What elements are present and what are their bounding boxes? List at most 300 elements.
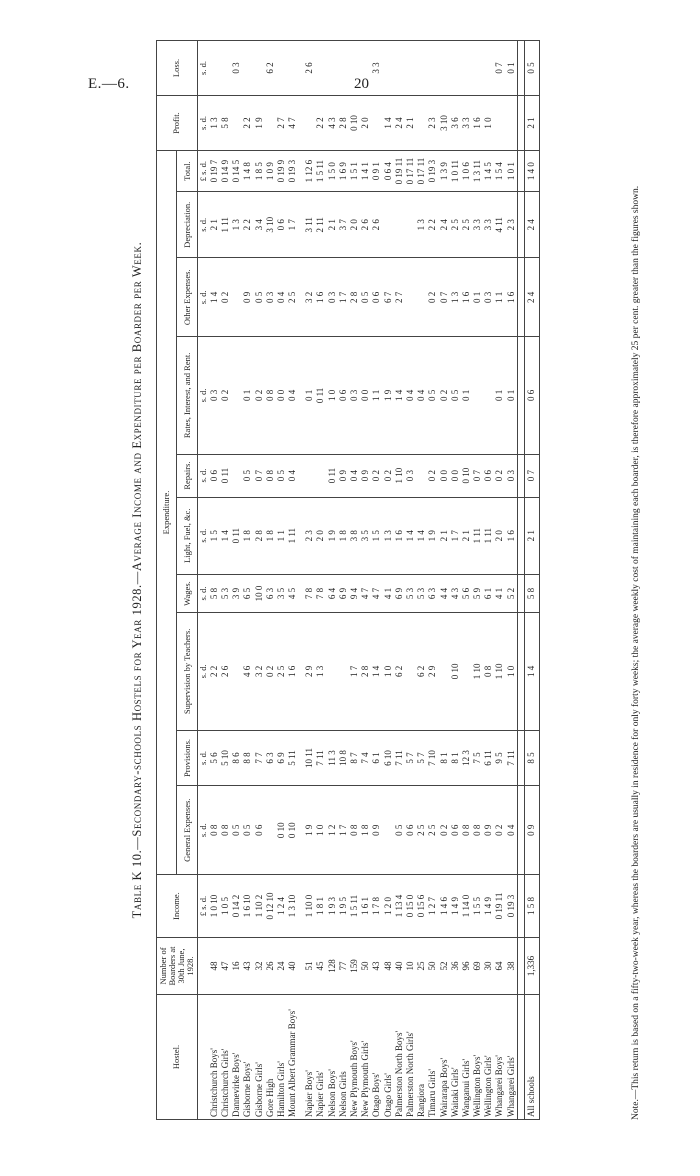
table-cell: 2 5 <box>461 192 472 258</box>
table-cell: 0 6 <box>209 454 220 497</box>
col-repairs: Repairs. <box>177 454 197 497</box>
table-cell: 1 1 <box>372 337 383 454</box>
table-cell: 1 10 <box>495 613 506 730</box>
table-cell: 1 9 <box>383 337 394 454</box>
table-cell: 1 13 4 <box>394 875 405 938</box>
table-cell: 1 6 <box>461 258 472 337</box>
units-row <box>197 41 209 1120</box>
col-total: Total. <box>177 151 197 192</box>
table-row <box>483 41 494 1120</box>
row-label: Napier Boys' <box>304 995 315 1120</box>
table-cell: 1 14 0 <box>461 875 472 938</box>
table-cell <box>416 96 427 151</box>
table-cell: 0 17 11 <box>416 151 427 192</box>
table-cell <box>265 786 276 875</box>
table-cell: 3 2 <box>254 613 265 730</box>
table-cell <box>327 41 338 96</box>
table-cell: 8 6 <box>231 730 242 786</box>
table-cell: 1 4 9 <box>483 875 494 938</box>
table-cell: 0 2 <box>427 258 438 337</box>
table-cell: 6 2 <box>416 613 427 730</box>
row-label: Wairarapa Boys' <box>439 995 450 1120</box>
table-cell: 2 2 <box>242 192 253 258</box>
table-cell: 6 3 <box>427 574 438 612</box>
table-cell <box>416 454 427 497</box>
table-cell: 7 11 <box>316 730 327 786</box>
table-cell: 4 4 <box>439 574 450 612</box>
row-label: All schools <box>524 995 539 1120</box>
table-cell: 2 6 <box>372 192 383 258</box>
table-cell: 0 8 <box>472 786 483 875</box>
table-cell: 3 3 <box>461 96 472 151</box>
table-cell: 0 2 <box>427 454 438 497</box>
table-cell: 0 3 <box>209 337 220 454</box>
table-cell: 7 5 <box>472 730 483 786</box>
table-cell: 5 7 <box>416 730 427 786</box>
table-cell: 0 8 <box>220 786 231 875</box>
table-cell: 6 9 <box>276 730 287 786</box>
table-cell <box>472 41 483 96</box>
table-cell: 0 6 <box>276 192 287 258</box>
table-cell: 11 3 <box>327 730 338 786</box>
table-cell: 50 <box>360 938 371 995</box>
table-cell: 1 10 0 <box>304 875 315 938</box>
table-cell: 1 0 5 <box>220 875 231 938</box>
table-cell: 0 6 <box>372 258 383 337</box>
table-cell: 32 <box>254 938 265 995</box>
table-cell: 0 4 <box>416 337 427 454</box>
row-label: Wanganui Girls' <box>461 995 472 1120</box>
table-cell: 0 9 <box>483 786 494 875</box>
table-cell: s. d. <box>197 786 209 875</box>
table-cell <box>338 613 349 730</box>
table-title: Table K 10.—Secondary-schools Hostels for Year 1928.—Average Income and Expenditure per Boarder per Week. <box>130 241 144 919</box>
table-cell: 48 <box>383 938 394 995</box>
table-cell <box>483 337 494 454</box>
table-cell: 0 5 <box>276 454 287 497</box>
table-cell: 2 8 <box>360 613 371 730</box>
table-cell: 1 10 <box>394 454 405 497</box>
table-cell <box>231 337 242 454</box>
table-cell: 1 8 <box>338 497 349 574</box>
table-cell: 5 8 <box>220 96 231 151</box>
table-cell: 0 2 <box>439 337 450 454</box>
table-row <box>461 41 472 1120</box>
table-cell: 0 3 <box>327 258 338 337</box>
table-cell: 1 3 <box>383 497 394 574</box>
table-cell: 1 0 <box>483 96 494 151</box>
table-cell: 0 15 0 <box>405 875 416 938</box>
table-cell: 1 5 4 <box>495 151 506 192</box>
table-cell: 0 3 <box>349 337 360 454</box>
table-row <box>427 41 438 1120</box>
table-cell <box>349 41 360 96</box>
table-cell: 0 2 <box>372 454 383 497</box>
col-income: Income. <box>157 875 198 938</box>
table-cell: 8 1 <box>450 730 461 786</box>
table-row <box>472 41 483 1120</box>
table-cell: 9 5 <box>495 730 506 786</box>
table-cell: 0 4 <box>287 337 298 454</box>
table-cell: 69 <box>472 938 483 995</box>
table-cell: 5 2 <box>506 574 518 612</box>
hostel-finance-table <box>156 40 540 1120</box>
table-cell: 3 3 <box>483 192 494 258</box>
table-cell: 2 4 <box>439 192 450 258</box>
table-cell: 6 1 <box>483 574 494 612</box>
table-cell: 1 9 <box>327 497 338 574</box>
table-cell: 7 4 <box>360 730 371 786</box>
table-cell: 7 11 <box>506 730 518 786</box>
table-cell: 0 12 10 <box>265 875 276 938</box>
table-cell: 2 3 <box>304 497 315 574</box>
table-cell: 4 3 <box>327 96 338 151</box>
col-profit: Profit. <box>157 96 198 151</box>
table-cell: 6 10 <box>383 730 394 786</box>
table-row <box>372 41 383 1120</box>
table-cell: 0 8 <box>265 454 276 497</box>
table-cell: 0 14 2 <box>231 875 242 938</box>
row-label: Timaru Girls' <box>427 995 438 1120</box>
table-cell: 5 3 <box>405 574 416 612</box>
row-label: Wellington Girls' <box>483 995 494 1120</box>
table-cell: 128 <box>327 938 338 995</box>
table-cell: 6 11 <box>483 730 494 786</box>
table-cell <box>231 258 242 337</box>
table-cell: 2 4 <box>524 258 539 337</box>
table-cell: 1 11 <box>220 192 231 258</box>
row-label: Dannevirke Boys' <box>231 995 242 1120</box>
table-cell: 2 5 <box>287 258 298 337</box>
table-row <box>304 41 315 1120</box>
table-cell: 1 4 0 <box>524 151 539 192</box>
table-cell <box>416 258 427 337</box>
table-cell: 1 1 <box>276 497 287 574</box>
table-cell: 0 0 <box>276 337 287 454</box>
table-cell: 50 <box>427 938 438 995</box>
table-cell: 2 0 <box>316 497 327 574</box>
table-cell: 0 6 <box>450 786 461 875</box>
table-cell: 1 3 <box>231 192 242 258</box>
table-cell: 1 4 <box>394 337 405 454</box>
table-row <box>439 41 450 1120</box>
table-cell: 1 7 <box>450 497 461 574</box>
table-cell: 1 11 <box>483 497 494 574</box>
table-cell: 0 19 3 <box>427 151 438 192</box>
table-cell: 0 19 11 <box>394 151 405 192</box>
table-cell: 1 4 1 <box>360 151 371 192</box>
table-cell <box>197 938 209 995</box>
table-cell: 1 8 5 <box>254 151 265 192</box>
table-cell <box>304 454 315 497</box>
table-cell: 1 0 11 <box>450 151 461 192</box>
row-label: Hamilton Girls' <box>276 995 287 1120</box>
table-cell: 2 2 <box>316 96 327 151</box>
table-cell: 0 7 <box>254 454 265 497</box>
table-cell <box>383 192 394 258</box>
table-cell <box>506 96 518 151</box>
row-label: Palmerston North Boys' <box>394 995 405 1120</box>
table-cell: 1 4 <box>372 613 383 730</box>
table-cell: 1 4 <box>383 96 394 151</box>
col-supervision: Supervision by Teachers. <box>177 613 197 730</box>
table-cell: 0 9 <box>242 258 253 337</box>
table-cell: 2 7 <box>276 96 287 151</box>
table-cell: 2 0 <box>495 497 506 574</box>
table-cell: 6 2 <box>394 613 405 730</box>
table-cell <box>304 96 315 151</box>
table-cell: 0 19 3 <box>287 151 298 192</box>
table-row <box>416 41 427 1120</box>
table-cell: s. d. <box>197 613 209 730</box>
table-cell: 1 7 <box>338 786 349 875</box>
table-row <box>287 41 298 1120</box>
table-cell: 4 11 <box>495 192 506 258</box>
table-cell: 36 <box>450 938 461 995</box>
col-depreciation: Depreciation. <box>177 192 197 258</box>
table-cell: 40 <box>394 938 405 995</box>
table-cell: 1 3 <box>450 258 461 337</box>
table-cell: £ s. d. <box>197 151 209 192</box>
table-body <box>197 41 539 1120</box>
table-cell: 0 5 <box>427 337 438 454</box>
table-cell: 0 10 <box>450 613 461 730</box>
table-cell: 0 5 <box>231 786 242 875</box>
table-cell: 1 10 2 <box>254 875 265 938</box>
page-number: 20 <box>354 76 369 92</box>
table-row <box>405 41 416 1120</box>
table-cell: 0 10 <box>349 96 360 151</box>
table-cell: 1 4 <box>416 497 427 574</box>
table-cell: 0 2 <box>383 454 394 497</box>
table-cell: 0 5 <box>254 258 265 337</box>
spacer-cell <box>517 41 524 96</box>
table-cell: 1 6 <box>472 96 483 151</box>
table-cell: 0 2 <box>265 613 276 730</box>
table-cell: 1 9 <box>427 497 438 574</box>
table-cell <box>450 41 461 96</box>
row-label: Gore High <box>265 995 276 1120</box>
table-cell: 1 4 9 <box>450 875 461 938</box>
table-cell: 1 5 0 <box>327 151 338 192</box>
table-cell: s. d. <box>197 574 209 612</box>
table-cell: 0 5 <box>524 41 539 96</box>
table-cell: 0 11 <box>316 337 327 454</box>
table-cell: 0 9 <box>338 454 349 497</box>
table-row <box>506 41 518 1120</box>
col-other: Other Expenses. <box>177 258 197 337</box>
table-cell: 1 6 <box>506 497 518 574</box>
table-cell: 0 9 1 <box>372 151 383 192</box>
table-row <box>338 41 349 1120</box>
table-cell <box>372 96 383 151</box>
table-cell: 1 6 10 <box>242 875 253 938</box>
row-label <box>197 995 209 1120</box>
table-cell: 1 4 <box>209 258 220 337</box>
table-cell: 2 8 <box>338 96 349 151</box>
table-cell: 6 4 <box>327 574 338 612</box>
col-light: Light, Fuel, &c. <box>177 497 197 574</box>
table-cell <box>439 613 450 730</box>
table-cell: 0 6 <box>483 454 494 497</box>
table-cell: 2 3 <box>427 96 438 151</box>
table-cell: 8 1 <box>439 730 450 786</box>
table-cell: 1 0 <box>327 337 338 454</box>
table-cell: 7 7 <box>254 730 265 786</box>
row-label: Gisborne Girls' <box>254 995 265 1120</box>
table-cell: 4 3 <box>450 574 461 612</box>
spacer-cell <box>517 258 524 337</box>
table-row <box>316 41 327 1120</box>
table-cell: 1 4 <box>405 497 416 574</box>
row-label: Rangiora <box>416 995 427 1120</box>
table-cell: 0 19 3 <box>506 875 518 938</box>
table-cell: 1 0 <box>383 613 394 730</box>
table-cell: 2 1 <box>461 497 472 574</box>
table-cell: 0 10 <box>276 786 287 875</box>
table-cell: 52 <box>439 938 450 995</box>
table-cell: 0 8 <box>461 786 472 875</box>
table-cell <box>327 613 338 730</box>
table-cell: 6 7 <box>383 258 394 337</box>
table-cell: 2 9 <box>304 613 315 730</box>
spacer-cell <box>517 613 524 730</box>
table-cell: 0 6 <box>524 337 539 454</box>
table-cell <box>316 454 327 497</box>
col-expenditure-group: Expenditure. <box>157 151 177 875</box>
table-cell: 1 11 <box>472 497 483 574</box>
table-cell <box>439 41 450 96</box>
table-cell: 1 11 <box>287 497 298 574</box>
table-cell: 47 <box>220 938 231 995</box>
table-cell: 3 5 <box>276 574 287 612</box>
table-cell: 3 4 <box>254 192 265 258</box>
col-loss: Loss. <box>157 41 198 96</box>
table-cell <box>220 41 231 96</box>
table-cell: 1 8 <box>242 497 253 574</box>
table-cell: 6 3 <box>265 574 276 612</box>
table-cell: 1 7 <box>349 613 360 730</box>
table-cell: 0 6 4 <box>383 151 394 192</box>
table-row <box>242 41 253 1120</box>
table-cell <box>472 337 483 454</box>
table-cell: 1 5 5 <box>472 875 483 938</box>
table-cell: 1 6 <box>316 258 327 337</box>
table-cell <box>287 41 298 96</box>
table-cell: 3 6 <box>450 96 461 151</box>
table-cell: 0 5 <box>242 454 253 497</box>
table-cell: 1 3 <box>209 96 220 151</box>
table-cell <box>394 41 405 96</box>
row-label: Waitaki Girls' <box>450 995 461 1120</box>
table-cell: 0 9 <box>372 786 383 875</box>
table-cell <box>231 613 242 730</box>
table-cell: s. d. <box>197 258 209 337</box>
table-cell <box>338 41 349 96</box>
row-label: Otago Boys' <box>372 995 383 1120</box>
table-cell: 2 2 <box>242 96 253 151</box>
table-cell: 4 1 <box>495 574 506 612</box>
spacer-cell <box>517 96 524 151</box>
table-cell: 0 7 <box>524 454 539 497</box>
col-general: General Expenses. <box>177 786 197 875</box>
table-cell: 43 <box>372 938 383 995</box>
table-cell: 0 19 11 <box>495 875 506 938</box>
table-cell <box>461 41 472 96</box>
table-cell: 1 10 <box>472 613 483 730</box>
table-cell: 96 <box>461 938 472 995</box>
table-cell: 24 <box>276 938 287 995</box>
table-cell: 5 9 <box>472 574 483 612</box>
table-cell: 1 8 <box>265 497 276 574</box>
table-cell: 0 4 <box>506 786 518 875</box>
table-cell: 8 8 <box>242 730 253 786</box>
table-cell: 6 1 <box>372 730 383 786</box>
table-cell: 0 3 <box>506 454 518 497</box>
table-cell: 2 0 <box>349 192 360 258</box>
table-cell: 2 9 <box>427 613 438 730</box>
table-cell: 0 19 7 <box>209 151 220 192</box>
table-cell: s. d. <box>197 192 209 258</box>
table-cell <box>394 192 405 258</box>
table-cell: 1 0 <box>506 613 518 730</box>
table-cell: 4 7 <box>287 96 298 151</box>
table-cell: 0 17 11 <box>405 151 416 192</box>
table-cell: 1 9 5 <box>338 875 349 938</box>
row-label: Mount Albert Grammar Boys' <box>287 995 298 1120</box>
table-cell: 1 7 8 <box>372 875 383 938</box>
table-cell: 1 4 <box>524 613 539 730</box>
table-cell: 1 9 3 <box>327 875 338 938</box>
table-cell: 0 1 <box>506 337 518 454</box>
table-row <box>327 41 338 1120</box>
table-cell: 1 5 <box>209 497 220 574</box>
table-cell: 5 3 <box>220 574 231 612</box>
table-cell: 0 9 <box>360 454 371 497</box>
table-cell: 0 14 5 <box>231 151 242 192</box>
table-cell <box>461 613 472 730</box>
table-cell: 0 5 <box>242 786 253 875</box>
spacer-cell <box>517 497 524 574</box>
table-cell: 3 8 <box>349 497 360 574</box>
table-cell <box>405 258 416 337</box>
table-cell: 1 9 <box>254 96 265 151</box>
spacer-cell <box>517 786 524 875</box>
spacer-cell <box>517 995 524 1120</box>
col-boarders: Number of Boarders at 30th June, 1928. <box>157 938 198 995</box>
table-cell: 1 9 <box>304 786 315 875</box>
table-cell: 2 3 <box>506 192 518 258</box>
table-cell <box>383 41 394 96</box>
table-cell: 2 7 <box>394 258 405 337</box>
table-cell: 0 1 <box>304 337 315 454</box>
table-cell: 1 4 6 <box>439 875 450 938</box>
table-cell: 0 6 <box>254 786 265 875</box>
table-cell: 6 9 <box>394 574 405 612</box>
table-cell: 2 8 <box>349 258 360 337</box>
table-cell: 0 7 <box>439 258 450 337</box>
table-cell: 1 0 1 <box>506 151 518 192</box>
table-cell: 0 2 <box>220 258 231 337</box>
table-cell: 5 7 <box>405 730 416 786</box>
table-cell: 2 6 <box>360 192 371 258</box>
table-cell: 1 8 1 <box>316 875 327 938</box>
table-cell <box>405 192 416 258</box>
group-spacer <box>517 41 524 1120</box>
table-cell: 2 1 <box>405 96 416 151</box>
table-cell: 0 4 <box>276 258 287 337</box>
table-cell: 1 4 <box>220 497 231 574</box>
